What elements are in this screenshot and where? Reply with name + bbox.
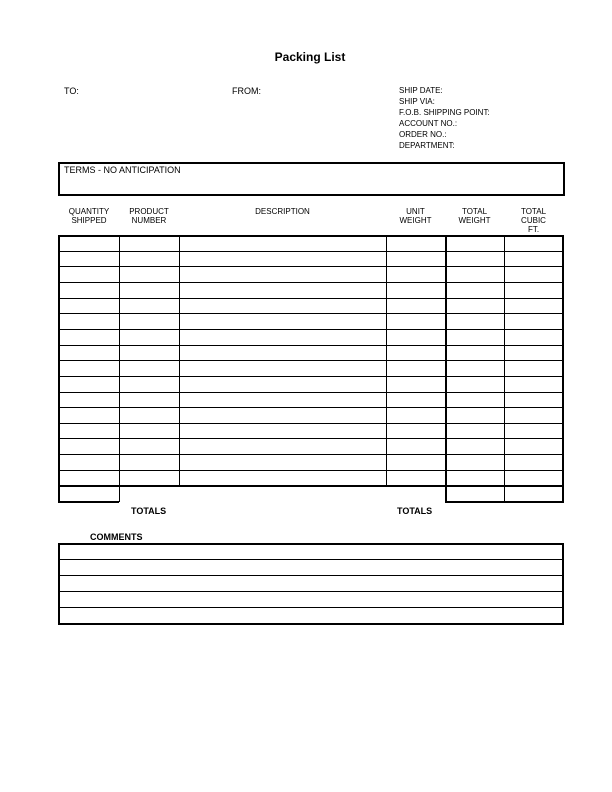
fob-shipping-point-label: F.O.B. SHIPPING POINT: (399, 108, 490, 117)
page-title: Packing List (274, 50, 346, 64)
comments-border (562, 543, 564, 625)
totals-label-left: TOTALS (131, 506, 167, 516)
comments-border (58, 623, 564, 625)
column-header-line: PRODUCT (129, 207, 169, 216)
from-label: FROM: (232, 86, 261, 96)
comments-line-input[interactable] (62, 578, 558, 589)
column-header-line: FT. (527, 225, 540, 234)
comments-line-input[interactable] (62, 562, 558, 573)
ship-date-label: SHIP DATE: (399, 86, 443, 95)
comments-line-input[interactable] (62, 594, 558, 605)
ship-via-label: SHIP VIA: (399, 97, 435, 106)
column-header-line: WEIGHT (458, 216, 491, 225)
department-label: DEPARTMENT: (399, 141, 455, 150)
comments-line-input[interactable] (62, 546, 558, 557)
comments-line-input[interactable] (62, 610, 558, 621)
comments-label: COMMENTS (90, 532, 143, 542)
order-no-label: ORDER NO.: (399, 130, 447, 139)
column-header-line: TOTAL (461, 207, 488, 216)
comments-row-line (58, 575, 564, 576)
account-no-label: ACCOUNT NO.: (399, 119, 458, 128)
column-header-line: NUMBER (131, 216, 167, 225)
totals-label-right: TOTALS (397, 506, 433, 516)
comments-row-line (58, 607, 564, 608)
column-header-line: WEIGHT (399, 216, 432, 225)
comments-row-line (58, 559, 564, 560)
comments-row-line (58, 591, 564, 592)
column-header-line: SHIPPED (71, 216, 107, 225)
comments-border (58, 543, 60, 625)
terms-text: TERMS - NO ANTICIPATION (64, 165, 181, 175)
column-header-line: QUANTITY (68, 207, 110, 216)
column-header-line: CUBIC (521, 216, 546, 225)
column-header-line: DESCRIPTION (255, 207, 310, 216)
column-header-line: TOTAL (520, 207, 547, 216)
comments-border (58, 543, 564, 545)
to-label: TO: (64, 86, 79, 96)
column-header-line: UNIT (406, 207, 425, 216)
